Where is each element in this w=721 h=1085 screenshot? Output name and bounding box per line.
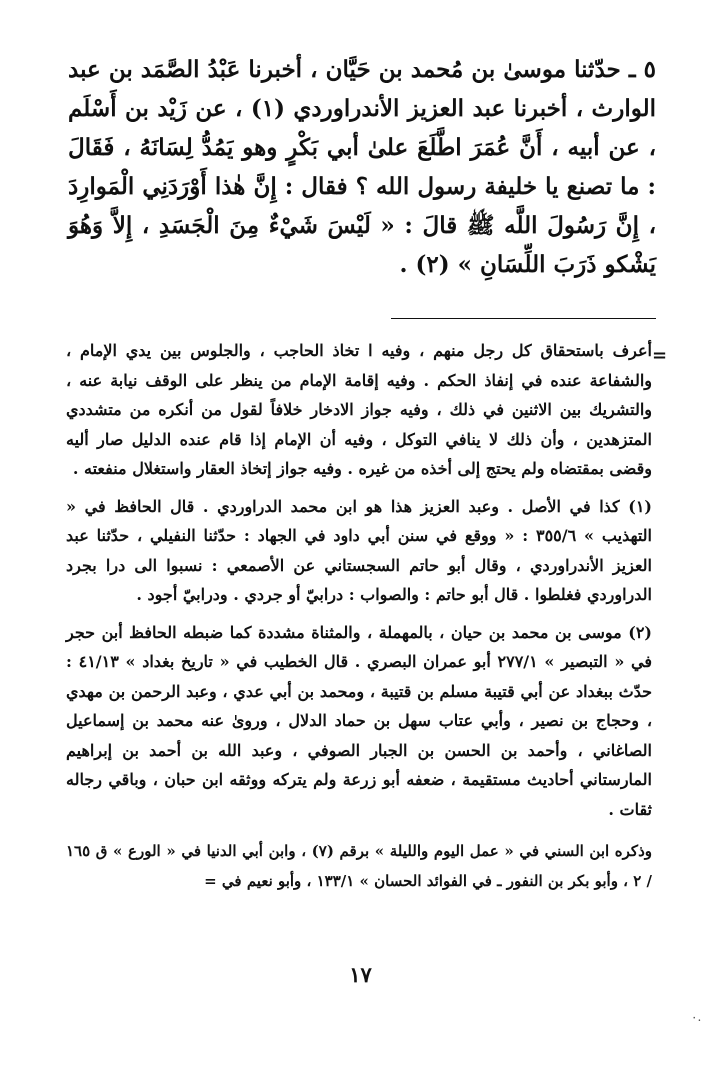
footnotes-block (66, 336, 652, 904)
footnote-3: وذكره ابن السني في « عمل اليوم والليلة » برقم (٧) ، وابن أبي الدنيا في « الورع » ق ١٦٥ / ٢ ، وأبو بكر بن النفور ـ في الفوائد الحسان » ١٣٣/١ ، وأبو نعيم في = (66, 842, 652, 890)
footnote-1: (١) كذا في الأصل . وعبد العزيز هذا هو ابن محمد الدراوردي . قال الحافظ في « التهذيب » ٣٥٥/٦ : « ووقع في سنن أبي داود في الجهاد : حدّثنا النفيلي ، حدّثنا عبد العزيز الأندراوردي ، وقال أبو حاتم السجستاني عن الأصمعي : نسبوا الى درا بجرد الدراوردي فغلطوا . قال أبو حاتم : والصواب : درابيّ أو جردي . ودرابيّ أجود . (66, 496, 652, 604)
footnote-divider (391, 318, 656, 319)
hadith-paragraph: ٥ ـ حدّثنا موسىٰ بن مُحمد بن حَيَّان ، أخبرنا عَبْدُ الصَّمَد بن عبد الوارث ، أخبرنا عبد العزيز الأندراوردي (١) ، عن زَيْد بن أَسْلَم ، عن أبيه ، أَنَّ عُمَرَ اطَّلَعَ علىٰ أبي بَكْرٍ وهو يَمُدُّ لِسَانَهُ ، فَقَالَ : ما تصنع يا خليفة رسول الله ؟ فقال : إِنَّ هٰذا أَوْرَدَنِي الْمَوارِدَ ، إِنَّ رَسُولَ اللَّه ﷺ قالَ : « لَيْسَ شَيْءٌ مِنَ الْجَسَدِ ، إِلاَّ وَهُوَ يَشْكو ذَرَبَ اللِّسَانِ » (٢) . (68, 56, 656, 278)
continuation-mark: = (652, 345, 668, 366)
footnote-2: (٢) موسى بن محمد بن حيان ، بالمهملة ، والمثناة مشددة كما ضبطه الحافظ أبن حجر في « التبصير » ٢٧٧/١ أبو عمران البصري . قال الخطيب في « تاريخ بغداد » ٤١/١٣ : حدّث ببغداد عن أبي قتيبة مسلم بن قتيبة ، ومحمد بن أبي عدي ، وعبد الرحمن بن مهدي ، وحجاج بن نصير ، وأبي عتاب سهل بن حماد الدلال ، وروىٰ عنه محمد بن إسماعيل الصاغاني ، وأحمد بن الحسن بن الجبار الصوفي ، وعبد الله بن أحمد بن إبراهيم المارستاني أحاديث مستقيمة ، ضعفه أبو زرعة ولم يتركه ووثقه ابن حبان ، وباقي رجاله ثقات . (66, 622, 653, 819)
hadith-text-block (68, 50, 656, 284)
footnote-continued: أعرف باستحقاق كل رجل منهم ، وفيه ا تخاذ الحاجب ، والجلوس بين يدي الإمام ، والشفاعة عنده في إنفاذ الحكم . وفيه إقامة الإمام من ينظر على الوقف نيابة عنه ، والتشريك بين الاثنين في ذلك ، وفيه جواز الادخار خلافاً لقول من أنكره من متشددي المتزهدين ، وأن ذلك لا ينافي التوكل ، وفيه أن الإمام إذا قام عنده الدليل صار أليه وقضى بمقتضاه ولم يحتج إلى أخذه من غيره . وفيه جواز إتخاذ العقار واستغلال منفعته . (66, 341, 652, 478)
stray-mark: ٠. (691, 1010, 702, 1024)
page-number: ١٧ (349, 962, 372, 987)
